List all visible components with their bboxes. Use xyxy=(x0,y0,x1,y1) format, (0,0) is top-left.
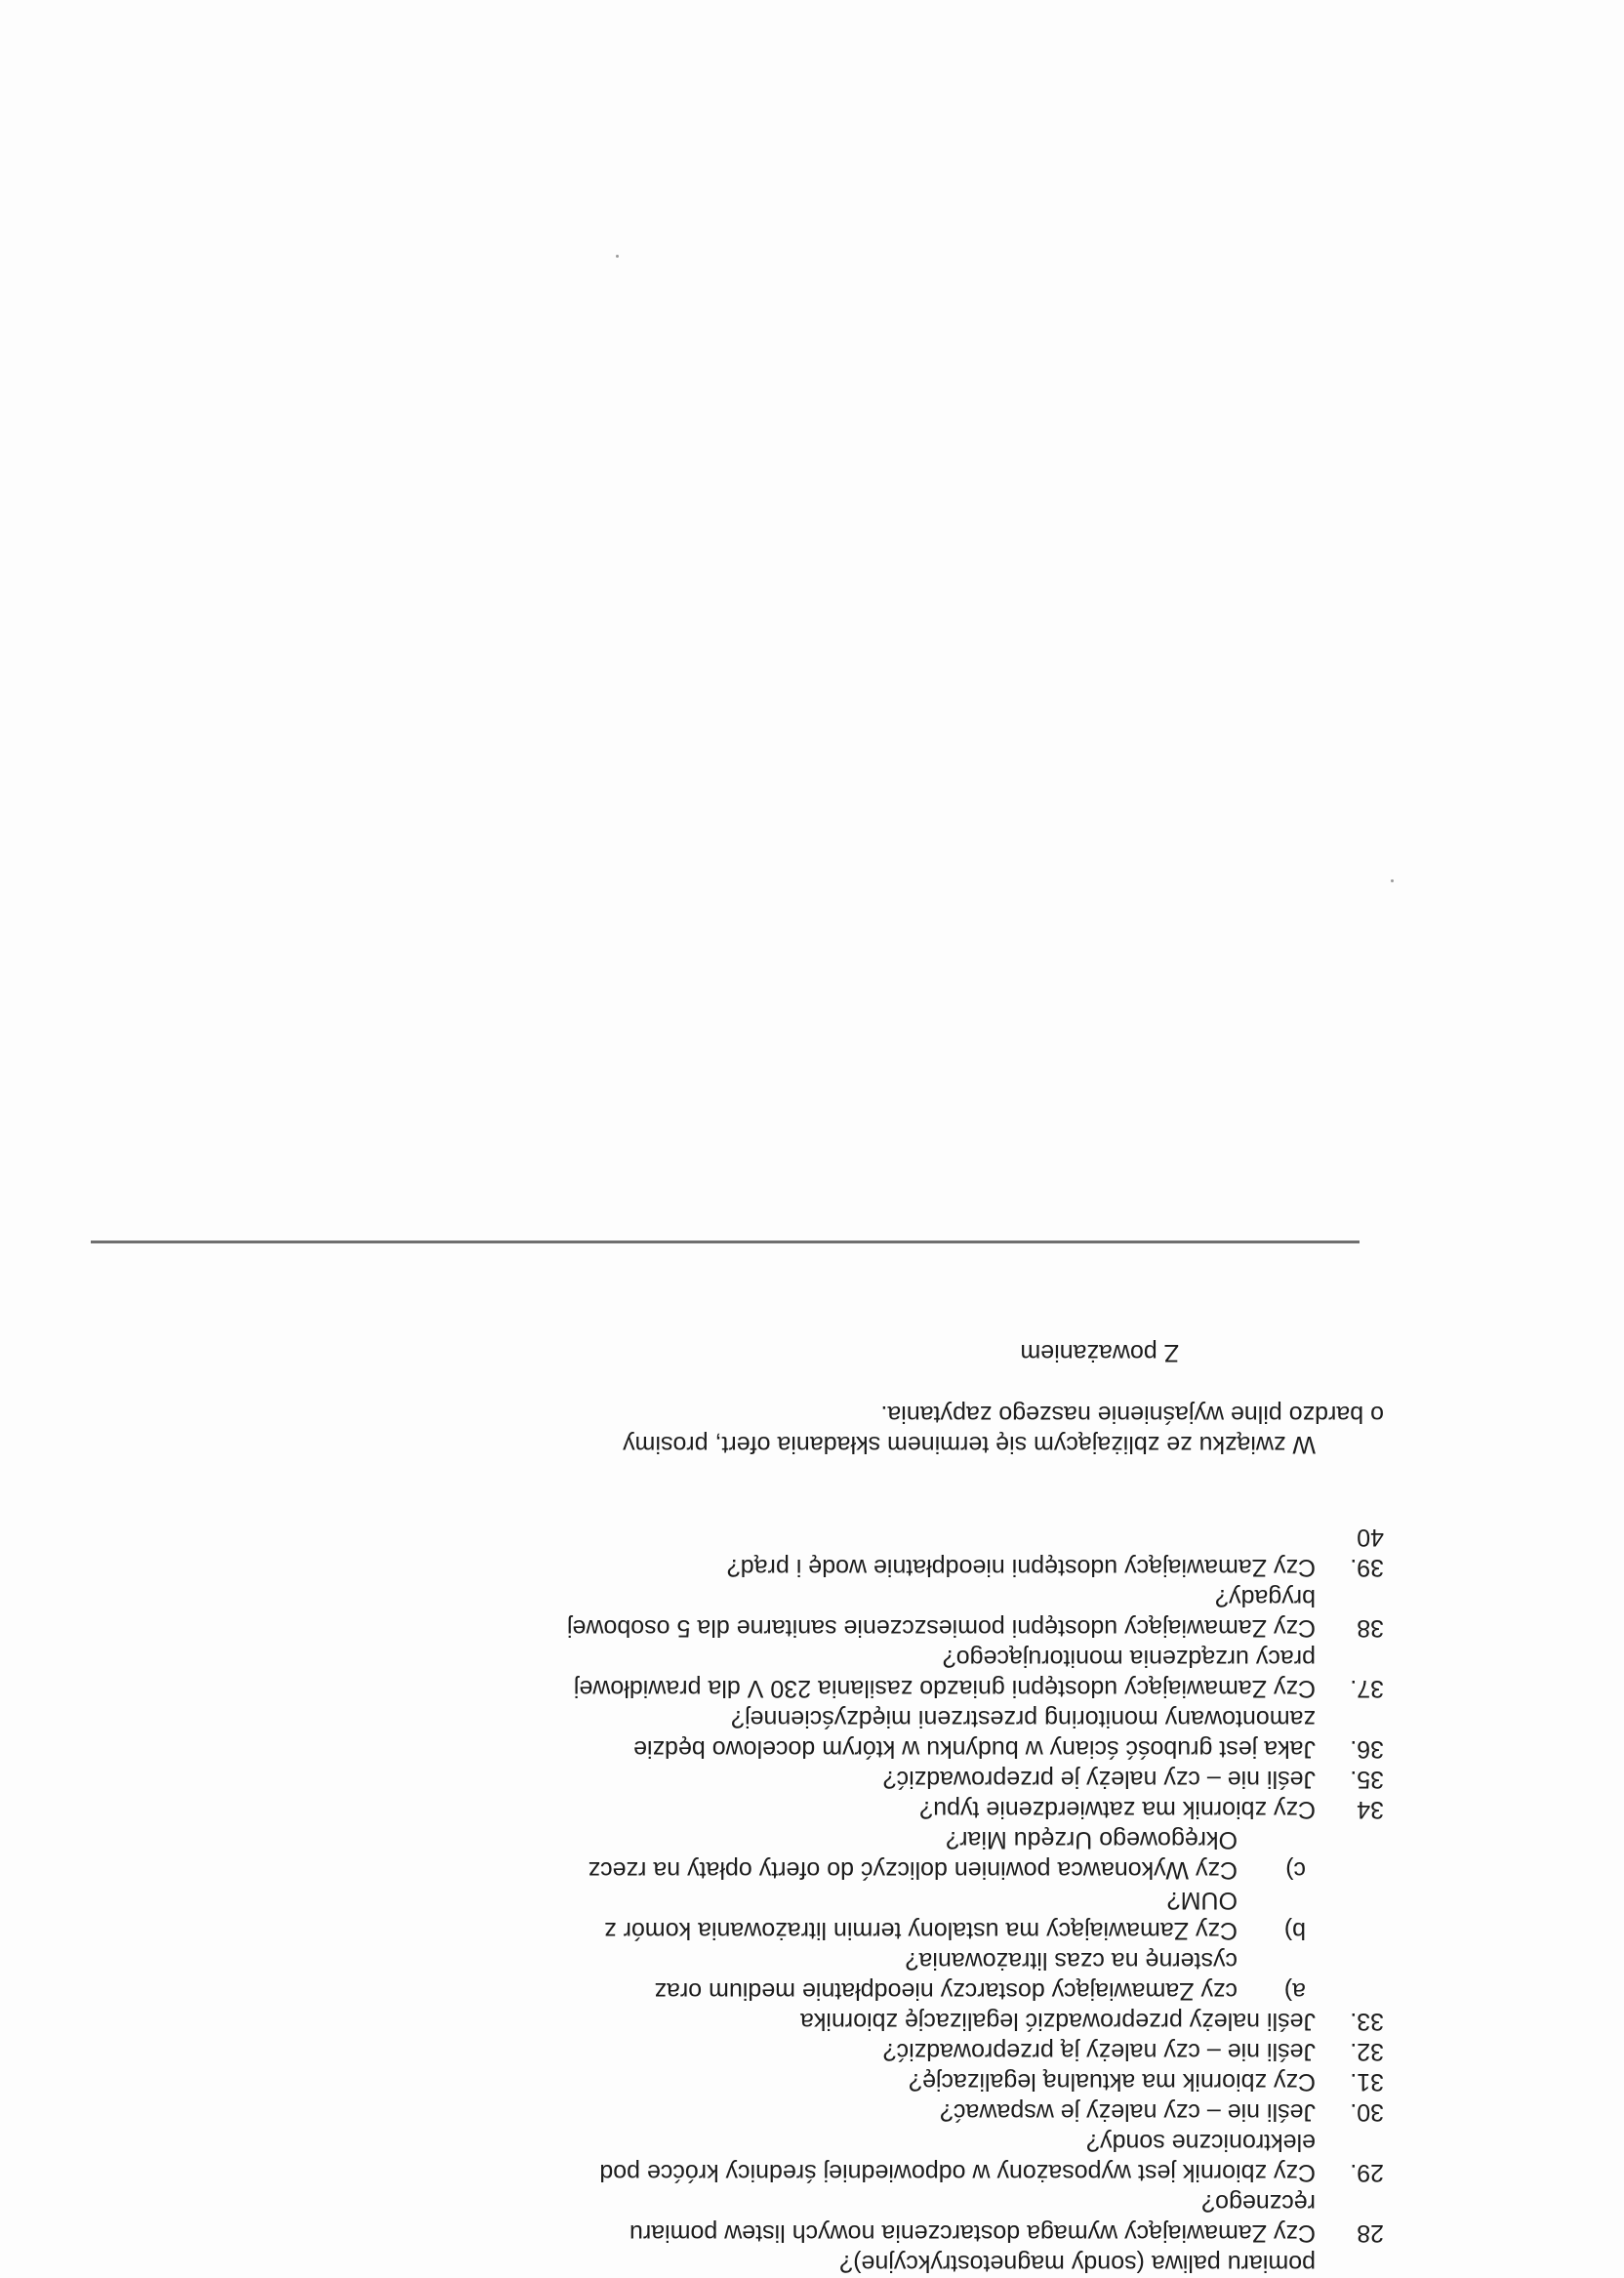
closing-paragraph xyxy=(115,1399,1384,1459)
horizontal-rule xyxy=(91,1241,1360,1243)
sub-item-text: Czy Zamawiający ma ustalony termin litrażowania komór z xyxy=(604,1917,1238,1944)
item-number: 31. xyxy=(1350,2068,1384,2095)
list-item xyxy=(115,1522,1384,1552)
list-item xyxy=(115,2187,1384,2248)
sub-item xyxy=(115,1824,1384,1885)
sub-item-text: OUM? xyxy=(1166,1887,1238,1914)
item-text: Jeśli należy przeprowadzić legalizację zbiornika xyxy=(799,2008,1316,2035)
item-text: Czy Zamawiający udostępni nieodpłatnie wodę i prąd? xyxy=(726,1554,1316,1581)
document-body xyxy=(115,1337,1384,2278)
item-text: pracy urządzenia monitorującego? xyxy=(942,1645,1316,1672)
item-number: 40 xyxy=(1357,1524,1384,1551)
list-item xyxy=(115,1552,1384,1582)
list-item xyxy=(115,2006,1384,2036)
item-text: Jeśli nie – czy należy ją przeprowadzić? xyxy=(882,2038,1316,2065)
item-text: Jeśli nie – czy należy je przeprowadzić? xyxy=(882,1766,1316,1793)
list-item xyxy=(115,1582,1384,1643)
item-text: Czy Zamawiający udostępni gniazdo zasilania 230 V dla prawidłowej xyxy=(573,1675,1316,1702)
closing-line: o bardzo pilne wyjaśnienie naszego zapytania. xyxy=(880,1401,1384,1428)
sub-item-letter: c) xyxy=(1285,1856,1306,1884)
item-text: Jaka jest grubość ściany w budynku w którym docelowo będzie xyxy=(633,1735,1316,1763)
sub-item-letter: a) xyxy=(1283,1977,1306,2005)
item-number: 29. xyxy=(1350,2159,1384,2186)
item-text: zamontowany monitoring przestrzeni międzyściennej? xyxy=(731,1705,1316,1732)
list-item xyxy=(115,1794,1384,1824)
item-text: Jeśli nie – czy należy je wspawać? xyxy=(940,2098,1316,2126)
list-item xyxy=(115,2066,1384,2096)
list-item xyxy=(115,2096,1384,2127)
sub-item-text: cysternę na czas litrażowania? xyxy=(905,1947,1238,1974)
item-text: pomiaru paliwa (sondy magnetostrykcyjne)? xyxy=(839,2250,1316,2277)
item-number: 38 xyxy=(1357,1614,1384,1642)
sub-item-text: czy Zamawiający dostarczy nieodpłatnie medium oraz xyxy=(654,1977,1238,2005)
list-item xyxy=(115,1703,1384,1764)
item-text: Czy zbiornik ma aktualną legalizację? xyxy=(909,2068,1316,2095)
item-number: 32. xyxy=(1350,2038,1384,2065)
item-text xyxy=(115,1522,1316,1552)
item-text: brygady? xyxy=(1215,1584,1316,1611)
item-number: 39. xyxy=(1350,1554,1384,1581)
sub-item xyxy=(115,1945,1384,2006)
list-item xyxy=(115,2036,1384,2066)
greeting: Z poważaniem xyxy=(1020,1339,1179,1366)
item-text: elektroniczne sondy? xyxy=(1086,2129,1316,2156)
item-text: Czy zbiornik jest wyposażony w odpowiedniej średnicy króćce pod xyxy=(599,2159,1316,2186)
list-item xyxy=(115,2248,1384,2278)
list-item xyxy=(115,2127,1384,2187)
sub-item-text: Okręgowego Urzędu Miar? xyxy=(946,1826,1238,1853)
item-number: 33. xyxy=(1350,2008,1384,2035)
item-text: Czy Zamawiający udostępni pomieszczenie sanitarne dla 5 osobowej xyxy=(566,1614,1316,1642)
list-item xyxy=(115,1764,1384,1794)
item-text: Czy zbiornik ma zatwierdzenie typu? xyxy=(919,1796,1316,1823)
item-number: 35. xyxy=(1350,1766,1384,1793)
item-text: ręcznego? xyxy=(1201,2189,1316,2217)
sub-item-text: Czy Wykonawca powinien doliczyć do oferty opłaty na rzecz xyxy=(588,1856,1238,1884)
item-number: 34 xyxy=(1357,1796,1384,1823)
item-text: Czy Zamawiający wymaga dostarczenia nowych listew pomiaru xyxy=(629,2219,1316,2247)
item-number: 28 xyxy=(1357,2219,1384,2247)
closing-line: W związku ze zbliżającym się terminem składania ofert, prosimy xyxy=(623,1431,1316,1458)
item-number: 36. xyxy=(1350,1735,1384,1763)
item-number: 30. xyxy=(1350,2098,1384,2126)
sub-item xyxy=(115,1885,1384,1945)
item-number: 37. xyxy=(1350,1675,1384,1702)
list-item xyxy=(115,1643,1384,1703)
sub-item-letter: b) xyxy=(1283,1917,1306,1944)
